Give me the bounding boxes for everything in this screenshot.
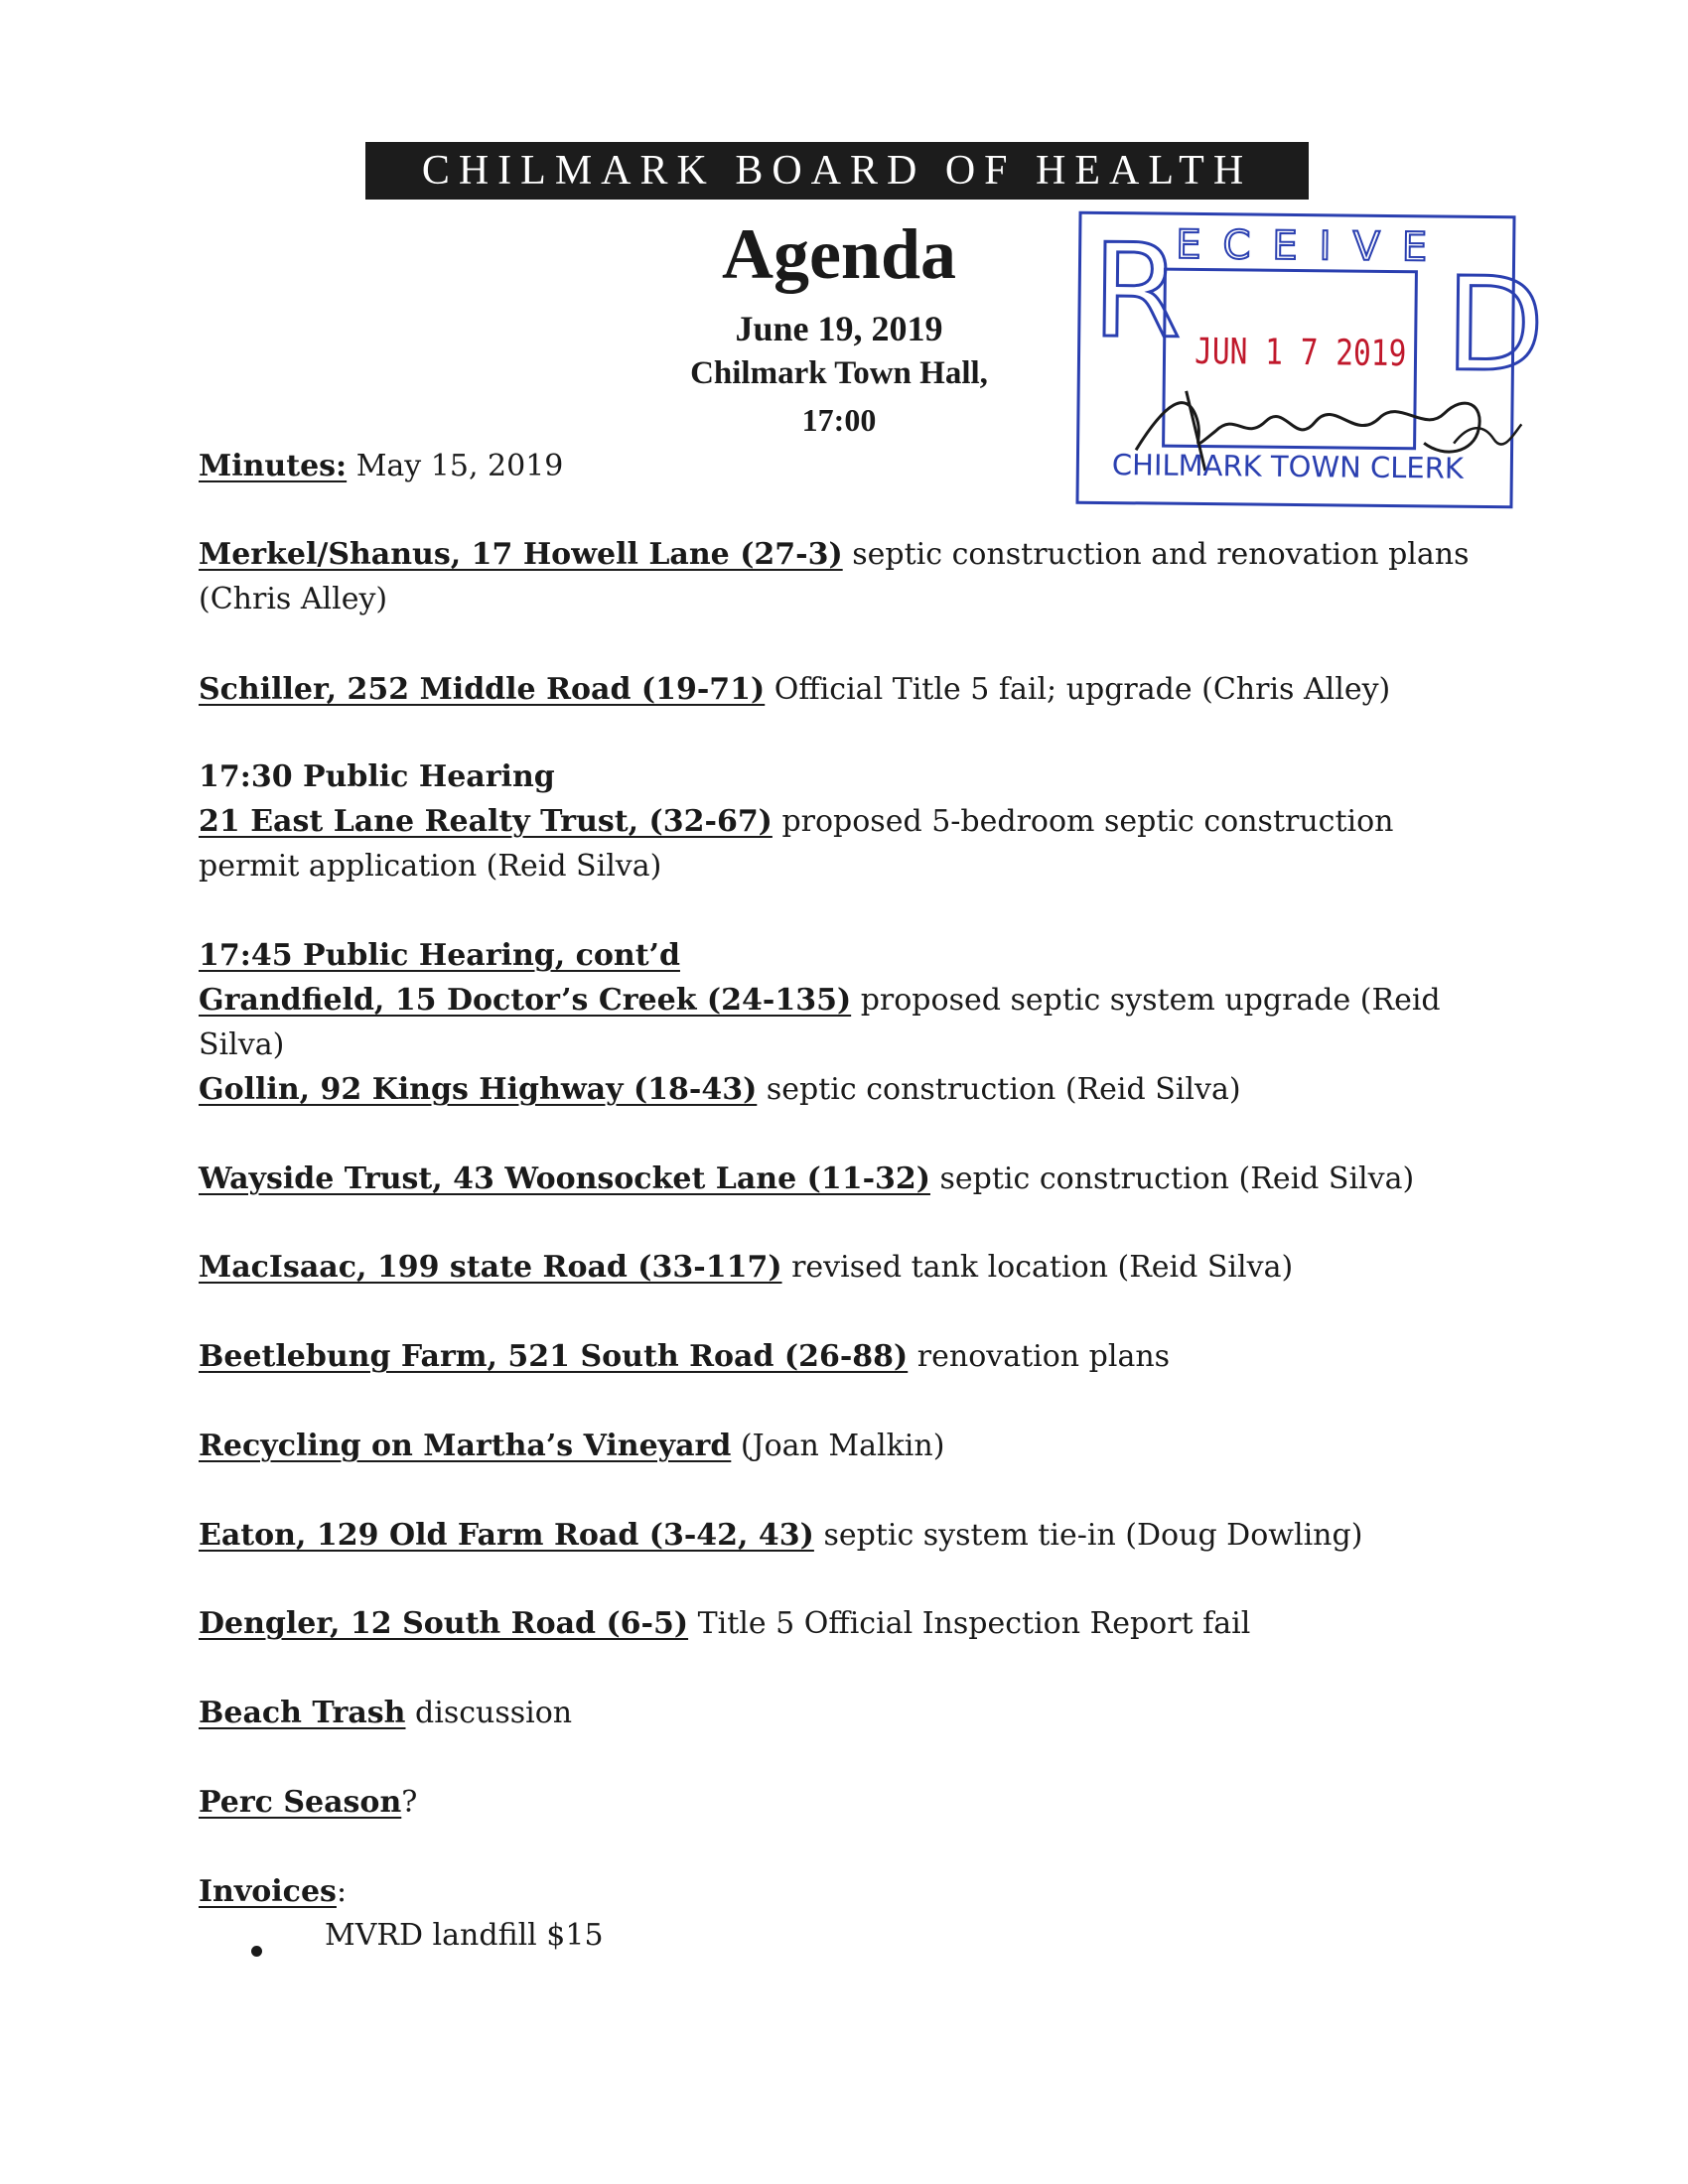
agenda-item-title: Recycling on Martha’s Vineyard: [199, 1429, 732, 1463]
agenda-item: [199, 1334, 1489, 1379]
agenda-item-title: 21 East Lane Realty Trust, (32-67): [199, 804, 773, 839]
agenda-item-desc: septic construction (Reid Silva): [939, 1161, 1415, 1196]
minutes-date: May 15, 2019: [355, 449, 564, 483]
agenda-item: [199, 1067, 1489, 1112]
hearing-heading: 17:30 Public Hearing: [199, 759, 555, 794]
stamp-clerk-label: CHILMARK TOWN CLERK: [1111, 448, 1465, 485]
agenda-item-title: Merkel/Shanus, 17 Howell Lane (27-3): [199, 537, 843, 572]
minutes-line: [199, 444, 1489, 488]
invoice-entry: MVRD landfill $15: [325, 1918, 604, 1953]
agenda-item-title: Wayside Trust, 43 Woonsocket Lane (11-32): [199, 1161, 930, 1196]
agenda-item-desc: revised tank location (Reid Silva): [791, 1250, 1294, 1285]
meeting-location: Chilmark Town Hall,: [690, 355, 988, 391]
agenda-item-title: Beetlebung Farm, 521 South Road (26-88): [199, 1339, 909, 1374]
agenda-item-title: MacIsaac, 199 state Road (33-117): [199, 1250, 782, 1285]
stamp-letter-r: R: [1090, 214, 1183, 367]
agenda-item-title: Beach Trash: [199, 1696, 406, 1730]
agenda-item-desc: renovation plans: [916, 1339, 1171, 1374]
agenda-item: [199, 1245, 1489, 1290]
agenda-item: [199, 667, 1489, 712]
invoices-label: Invoices: [199, 1874, 337, 1909]
agenda-item-desc: proposed 5-bedroom septic construction permit application (Reid Silva): [199, 804, 1394, 884]
minutes-label: Minutes:: [199, 449, 348, 483]
agenda-item-title: Gollin, 92 Kings Highway (18-43): [199, 1072, 758, 1107]
agenda-item-desc: proposed septic system upgrade (Reid Silva): [199, 983, 1441, 1062]
invoices-heading: [199, 1869, 1489, 1914]
stamp-letters: ECEIVE: [1175, 221, 1450, 271]
agenda-item-desc: septic construction (Reid Silva): [766, 1072, 1241, 1107]
agenda-item-desc: Title 5 Official Inspection Report fail: [697, 1606, 1251, 1641]
agenda-item-desc: (Joan Malkin): [740, 1429, 945, 1463]
agenda-item-desc: discussion: [415, 1696, 573, 1730]
agenda-item-desc: Official Title 5 fail; upgrade (Chris Alley): [774, 672, 1391, 707]
agenda-item-title: Perc Season: [199, 1785, 402, 1820]
agenda-item: [199, 1601, 1489, 1646]
page-title: Agenda: [721, 214, 957, 294]
agenda-item-title: Schiller, 252 Middle Road (19-71): [199, 672, 766, 707]
agenda-item: [199, 1780, 1489, 1825]
agenda-item: [199, 532, 1489, 621]
agenda-item-title: Eaton, 129 Old Farm Road (3-42, 43): [199, 1518, 814, 1553]
board-banner: CHILMARK BOARD OF HEALTH: [365, 142, 1309, 200]
agenda-item-title: Grandfield, 15 Doctor’s Creek (24-135): [199, 983, 852, 1018]
agenda-item: [199, 1157, 1489, 1201]
agenda-item: [199, 1691, 1489, 1735]
agenda-item-desc: ?: [401, 1785, 418, 1820]
meeting-date: June 19, 2019: [735, 309, 943, 348]
agenda-item-title: Dengler, 12 South Road (6-5): [199, 1606, 689, 1641]
agenda-item: [199, 754, 1489, 888]
hearing-heading: 17:45 Public Hearing, cont’d: [199, 938, 680, 973]
agenda-item: [199, 1424, 1489, 1468]
agenda-item-desc: septic construction and renovation plans (Chris Alley): [199, 537, 1470, 616]
agenda-item: [199, 1513, 1489, 1558]
invoices-colon: :: [336, 1874, 348, 1909]
stamp-date: JUN 1 7 2019: [1194, 331, 1407, 375]
agenda-item-desc: septic system tie-in (Doug Dowling): [823, 1518, 1363, 1553]
meeting-time: 17:00: [801, 402, 877, 438]
stamp-letter-d: D: [1444, 248, 1546, 401]
bullet-icon: [251, 1946, 262, 1957]
agenda-item: [199, 933, 1489, 1067]
